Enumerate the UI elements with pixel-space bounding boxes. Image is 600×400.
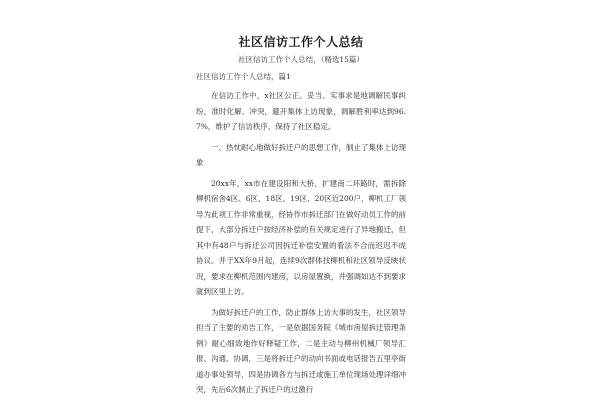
section-heading: 社区信访工作个人总结，篇1: [196, 72, 291, 81]
paragraph-2: 一、热忱耐心地做好拆迁户的思想工作，制止了集体上访现象: [196, 142, 406, 167]
document-body: [196, 34, 406, 398]
document-title: 社区信访工作个人总结: [238, 35, 364, 49]
paragraph-1: 在信访工作中，x社区公正、妥当、实事求是地调解民事纠纷，准时化解、冲突，避开集体上访现象，调解胜利率达到96.7%，维护了信访秩序，保持了社区稳定。: [196, 91, 406, 131]
paragraph-4: 为做好拆迁户的工作，防止群体上访大事的发生，社区领导担当了主要的劝告工作，一是依据国务院《城市房屋拆迁管理条例》耐心细致地作好释疑工作，二是主动与柳州机械厂领导汇报、沟通、协调，三是将拆迁户的动向书面或电话报告五里亭街道办事处领导，四是协调各方与拆迁或施工单位现场处理详细冲突，先后6次制止了拆迁户的过激行: [196, 307, 406, 394]
document-subtitle: 社区信访工作个人总结，（精选15篇）: [238, 55, 364, 64]
paragraph-3: 20xx年，xx市在建设阳和大桥、扩建南二环路时，需拆除柳机宿舍4区、6区、18区、19区、20区近200户，柳机工厂领导为此项工作非常重视，经协作市拆迁部门在做好动员工作的前提下，大部分拆迁户按经济补偿的有关规定进行了异地搬迁，但其中有48户与拆迁公司因拆迁补偿安置的看法不合而迟迟不成协议。并于XX年9月起，连续9次群体找柳机和社区领导反映状况，要求在柳机范围内建房，以房屋置换，并强调如达不到要求就到区里上访。: [196, 178, 406, 296]
